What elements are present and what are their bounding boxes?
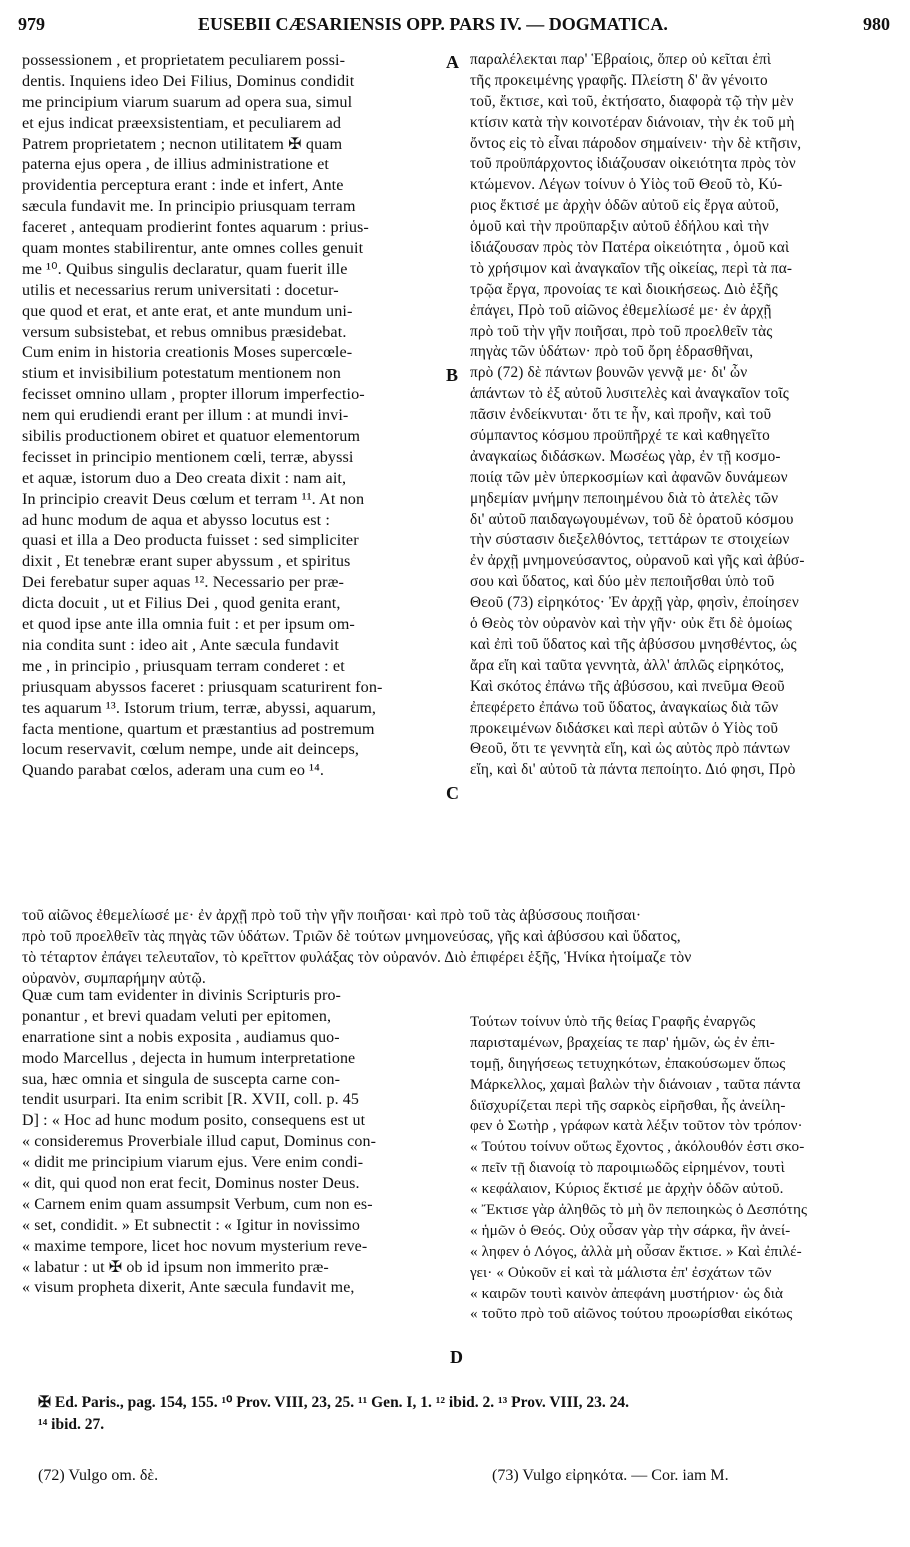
text-line: οὐρανὸν, συμπαρήμην αὐτῷ. xyxy=(22,969,206,987)
text-line: quasi et illa a Deo producta fuisset : sed simpliciter xyxy=(22,531,359,550)
text-line: sua, hæc omnia et singula de suscepta carne con- xyxy=(22,1070,341,1088)
text-line: φεν ὁ Σωτὴρ , γράφων κατὰ λέξιν τοῦτον τὸν τρόπον· xyxy=(470,1117,803,1135)
margin-letter-d: D xyxy=(450,1347,463,1367)
text-line: « ληφεν ὁ Λόγος, ἀλλὰ μὴ οὖσαν ἔκτισε. » Καὶ ἐπιλέ- xyxy=(470,1242,802,1260)
text-line: Καὶ σκότος ἐπάνω τῆς ἀβύσσου, καὶ πνεῦμα Θεοῦ xyxy=(470,677,785,695)
text-line: ad hunc modum de aqua et abysso locutus est : xyxy=(22,510,330,529)
text-line: σου καὶ ὕδατος, καὶ δύο μὲν πεποιῆσθαι ὑπὸ τοῦ xyxy=(470,573,775,591)
text-line: possessionem , et proprietatem peculiarem possi- xyxy=(22,51,346,69)
text-line: « labatur : ut ✠ ob id ipsum non immerito præ- xyxy=(22,1258,329,1276)
text-line: et aquæ, istorum duo a Deo creata dixit : nam ait, xyxy=(22,468,347,487)
text-line: διϊσχυρίζεται περὶ τῆς σαρκὸς εἰρῆσθαι, ἧς ἀνείλη- xyxy=(470,1096,786,1114)
text-line: ἐπεφέρετο ἐπάνω τοῦ ὕδατος, ἀναγκαίως διὰ τῶν xyxy=(470,698,779,716)
text-line: παραλέλεκται παρ' Ἑβραίοις, ὅπερ οὐ κεῖται ἐπὶ xyxy=(470,51,772,68)
text-line: « set, condidit. » Et subnectit : « Igitur in novissimo xyxy=(22,1216,360,1234)
text-line: et ejus indicat præexsistentiam, et peculiarem ad xyxy=(22,113,342,132)
text-line: τοῦ αἰῶνος ἐθεμελίωσέ με· ἐν ἀρχῇ πρὸ τοῦ τὴν γῆν ποιῆσαι· καὶ πρὸ τοῦ τὰς ἀβύσσους ποιῆσαι· xyxy=(22,907,642,924)
margin-letter-b: B xyxy=(446,365,459,385)
text-line: ὁμοῦ καὶ τὴν προϋπαρξιν αὐτοῦ ἐδήλου καὶ τὴν xyxy=(470,218,770,236)
text-line: τρῷα ἔργα, προνοίας τε καὶ διοικήσεως. Διὸ ἑξῆς xyxy=(470,280,778,298)
page-number-left: 979 xyxy=(18,14,45,34)
text-line: Patrem proprietatem ; necnon utilitatem ✠ quam xyxy=(22,134,343,153)
text-line: πρὸ (72) δὲ πάντων βουνῶν γεννᾷ με· δι' ὧν xyxy=(470,364,748,382)
text-line: κτίσιν κατὰ τὴν κοινοτέραν διάνοιαν, τὴν ἐκ τοῦ μὴ xyxy=(470,113,795,131)
text-line: et quod ipse ante illa omnia fuit : et per ipsum om- xyxy=(22,615,355,634)
text-line: ὄντος εἰς τὸ εἶναι πάροδον σημαίνειν· τὴν δὲ κτῆσιν, xyxy=(470,134,802,152)
text-line: πᾶσιν ἐνδείκνυται· ὅτι τε ἦν, καὶ προῆν, καὶ τοῦ xyxy=(470,406,772,424)
text-line: τὸ χρήσιμον καὶ ἀναγκαῖον τῆς οἰκείας, περὶ τὰ πα- xyxy=(470,259,793,277)
text-line: πηγὰς τῶν ὑδάτων· πρὸ τοῦ ὄρη ἑδρασθῆναι, xyxy=(470,343,754,361)
text-line: sibilis productionem obiret et quatuor elementorum xyxy=(22,427,361,446)
latin-column xyxy=(22,50,442,781)
text-line: me principium viarum suarum ad opera sua, simul xyxy=(22,92,353,111)
text-line: nem qui erudiendi erant per illum : at mundi invi- xyxy=(22,406,349,425)
text-line: paterna ejus opera , de illius administratione et xyxy=(22,155,329,174)
text-line: ἀναγκαίως διδάσκων. Μωσέως γὰρ, ἐν τῇ κοσμο- xyxy=(470,447,781,465)
text-line: « Carnem enim quam assumpsit Verbum, cum non es- xyxy=(22,1195,373,1213)
margin-letter-a: A xyxy=(446,52,459,72)
latin-column-2 xyxy=(22,986,442,1299)
text-line: tendit usurpari. Ita enim scribit [R. XVII, coll. p. 45 xyxy=(22,1091,359,1109)
text-line: τῆς προκειμένης γραφῆς. Πλείστη δ' ἂν γένοιτο xyxy=(470,71,768,89)
text-line: me , in principio , priusquam terram conderet : et xyxy=(22,656,345,675)
text-line: dixit , Et tenebræ erant super abyssum , et spiritus xyxy=(22,552,351,571)
text-line: προκειμένων διδάσκει καὶ περὶ αὐτῶν ὁ Υἱὸς τοῦ xyxy=(470,719,779,737)
footnotes-line-1: ✠ Ed. Paris., pag. 154, 155. ¹⁰ Prov. VIII, 23, 25. ¹¹ Gen. I, 1. ¹² ibid. 2. ¹³ Prov. VIII, 23. 24. xyxy=(38,1394,630,1411)
text-line: ponantur , et brevi quadam veluti per epitomen, xyxy=(22,1007,332,1025)
full-width-greek xyxy=(22,906,894,990)
greek-column xyxy=(470,50,895,781)
text-line: ἐν ἀρχῇ μνημονεύσαντος, οὐρανοῦ καὶ γῆς καὶ ἀβύσ- xyxy=(470,552,805,570)
text-line: providentia perceptura erant : inde et infert, Ante xyxy=(22,176,344,195)
text-line: πρὸ τοῦ προελθεῖν τὰς πηγὰς τῶν ὑδάτων. Τριῶν δὲ τούτων μνημονεύσας, γῆς καὶ ἀβύσσου καὶ ὕδατος, xyxy=(22,927,681,945)
text-line: fecisset omnino ullam , propter illorum imperfectio- xyxy=(22,385,365,404)
text-line: « Τούτου τοίνυν οὕτως ἔχοντος , ἀκόλουθόν ἐστι σκο- xyxy=(470,1138,805,1156)
text-line: « dit, qui quod non erat fecit, Dominus noster Deus. xyxy=(22,1175,360,1193)
text-line: ἐπάγει, Πρὸ τοῦ αἰῶνος ἐθεμελίωσέ με· ἐν ἀρχῇ xyxy=(470,301,772,319)
text-line: τοῦ προϋπάρχοντος ἰδιάζουσαν οἰκειότητα πρὸς τὸν xyxy=(470,155,796,173)
text-line: « κεφάλαιον, Κύριος ἔκτισέ με ἀρχὴν ὁδῶν αὐτοῦ. xyxy=(470,1180,784,1198)
text-line: que quod et erat, et ante erat, et ante mundum uni- xyxy=(22,301,353,320)
footnotes-line-2: ¹⁴ ibid. 27. xyxy=(38,1416,105,1433)
text-line: Cum enim in historia creationis Moses supercœle- xyxy=(22,343,353,362)
margin-letter-c: C xyxy=(446,783,459,803)
text-line: modo Marcellus , dejecta in humum interpretatione xyxy=(22,1049,356,1067)
text-line: παρισταμένων, βραχείας τε παρ' ἡμῶν, ὡς ἐν ἐπι- xyxy=(470,1033,775,1051)
text-line: ἁπάντων τὸ ἐξ αὐτοῦ λυσιτελὲς καὶ ἀναγκαῖον τοῖς xyxy=(470,385,789,403)
text-line: ἄρα εἴη καὶ ταῦτα γεννητὰ, ἀλλ' ἁπλῶς εἰρηκότος, xyxy=(470,656,785,674)
text-line: ἰδιάζουσαν πρὸς τὸν Πατέρα οἰκειότητα , ὁμοῦ καὶ xyxy=(470,239,790,257)
text-line: faceret , antequam prodierint fontes aquarum : prius- xyxy=(22,218,369,237)
greek-column-2 xyxy=(470,1012,895,1325)
text-line: « consideremus Proverbiale illud caput, Dominus con- xyxy=(22,1133,377,1151)
text-line: fecisset in principio mentionem cœli, terræ, abyssi xyxy=(22,447,354,466)
text-line: Dei ferebatur super aquas ¹². Necessario per præ- xyxy=(22,573,345,592)
text-line: δι' αὐτοῦ παιδαγωγουμένων, τοῦ δὲ ὁρατοῦ κόσμου xyxy=(470,510,794,528)
text-line: In principio creavit Deus cœlum et terram ¹¹. At non xyxy=(22,489,365,508)
text-line: priusquam abyssos faceret : priusquam scaturirent fon- xyxy=(22,677,383,696)
text-line: πρὸ τοῦ τὴν γῆν ποιῆσαι, πρὸ τοῦ προελθεῖν τὰς xyxy=(470,322,773,340)
running-title: EUSEBII CÆSARIENSIS OPP. PARS IV. — DOGMATICA. xyxy=(198,14,668,34)
variant-note-right: (73) Vulgo εἰρηκότα. — Cor. iam M. xyxy=(492,1467,729,1484)
text-line: « ἡμῶν ὁ Θεός. Οὐχ οὖσαν γὰρ τὴν σάρκα, ἣν ἀνεί- xyxy=(470,1221,791,1239)
text-line: τομῇ, διηγήσεως τετυχηκότων, ἐπακούσωμεν ὅπως xyxy=(470,1054,786,1072)
text-line: « Ἔκτισε γὰρ ἀληθῶς τὸ μὴ ὂν πεποιηκὼς ὁ Δεσπότης xyxy=(470,1201,808,1219)
text-line: γει· « Οὐκοῦν εἰ καὶ τὰ μάλιστα ἐπ' ἐσχάτων τῶν xyxy=(470,1263,772,1281)
text-line: ριος ἔκτισέ με ἀρχὴν ὁδῶν αὐτοῦ εἰς ἔργα αὐτοῦ, xyxy=(470,197,780,215)
text-line: versum subsistebat, et rebus omnibus præsidebat. xyxy=(22,322,347,341)
text-line: Θεοῦ, ὅτι τε γεννητὰ εἴη, καὶ ὡς αὐτὸς πρὸ πάντων xyxy=(470,740,791,758)
text-line: Μάρκελλος, χαμαὶ βαλὼν τὴν διάνοιαν , ταῦτα πάντα xyxy=(470,1075,801,1093)
text-line: « καιρῶν τουτὶ καινὸν ἀπεφάνη μυστήριον· ὡς διὰ xyxy=(470,1284,783,1302)
text-line: dicta docuit , ut et Filius Dei , quod genita erant, xyxy=(22,594,341,613)
text-line: sæcula fundavit me. In principio priusquam terram xyxy=(22,197,356,216)
running-header xyxy=(18,14,890,38)
text-line: τὴν σύστασιν διεξελθόντος, τεττάρων τε στοιχείων xyxy=(470,531,790,549)
text-line: Θεοῦ (73) εἰρηκότος· Ἐν ἀρχῇ γὰρ, φησὶν, ἐποίησεν xyxy=(470,594,799,612)
text-line: καὶ ἐπὶ τοῦ ὕδατος καὶ τῆς ἀβύσσου μνησθέντος, ὡς xyxy=(470,635,797,653)
text-line: dentis. Inquiens ideo Dei Filius, Dominus condidit xyxy=(22,71,355,90)
text-line: σύμπαντος κόσμου προϋπῆρχέ τε καὶ καθηγεῖτο xyxy=(470,427,770,445)
text-line: enarratione sint a nobis exposita , audiamus quo- xyxy=(22,1028,340,1046)
text-line: τὸ τέταρτον ἐπάγει τελευταῖον, τὸ κρεῖττον φυλάξας τὸν οὐρανόν. Διὸ ἐπιφέρει ἑξῆς, Ἡνίκα ἡτοίμαζε τὸν xyxy=(22,948,692,966)
text-line: nia condita sunt : ideo ait , Ante sæcula fundavit xyxy=(22,635,339,654)
variant-note-left: (72) Vulgo om. δὲ. xyxy=(38,1467,159,1484)
text-line: me ¹⁰. Quibus singulis declaratur, quam fuerit ille xyxy=(22,259,348,278)
text-line: locum reservavit, cœlum nempe, unde ait deinceps, xyxy=(22,740,360,759)
text-line: εἴη, καὶ δι' αὐτοῦ τὰ πάντα πεποίητο. Διό φησι, Πρὸ xyxy=(470,761,796,779)
text-line: utilis et necessarius rerum universitati : docetur- xyxy=(22,280,339,299)
text-line: quam montes stabilirentur, ante omnes colles genuit xyxy=(22,239,364,258)
text-line: tes aquarum ¹³. Istorum trium, terræ, abyssi, aquarum, xyxy=(22,698,377,717)
text-line: « visum propheta dixerit, Ante sæcula fundavit me, xyxy=(22,1279,355,1297)
text-line: « πεῖν τῇ διανοίᾳ τὸ παροιμιωδῶς εἰρημένον, τουτὶ xyxy=(470,1159,785,1177)
text-line: κτώμενον. Λέγων τοίνυν ὁ Υἱὸς τοῦ Θεοῦ τὸ, Κύ- xyxy=(470,176,783,194)
text-line: « didit me principium viarum ejus. Vere enim condi- xyxy=(22,1154,364,1172)
text-line: facta mentione, quartum et præstantius ad postremum xyxy=(22,719,375,738)
text-line: ὁ Θεὸς τὸν οὐρανὸν καὶ τὴν γῆν· οὐκ ἔτι δὲ ὁμοίως xyxy=(470,615,793,633)
text-line: stium et invisibilium potestatum mentionem non xyxy=(22,364,341,383)
text-line: Quando parabat cœlos, aderam una cum eo ¹⁴. xyxy=(22,761,325,780)
text-line: Τούτων τοίνυν ὑπὸ τῆς θείας Γραφῆς ἐναργῶς xyxy=(470,1013,756,1030)
page-number-right: 980 xyxy=(863,14,890,34)
text-line: « τοῦτο πρὸ τοῦ αἰῶνος τούτου προωρίσθαι εἰκότως xyxy=(470,1305,793,1323)
text-line: μηδεμίαν μνήμην πεποιημένου διὰ τὸ ἀτελὲς τῶν xyxy=(470,489,779,507)
text-line: « maxime tempore, licet hoc novum mysterium reve- xyxy=(22,1237,368,1255)
text-line: ποιίᾳ τῶν μὲν ὑπερκοσμίων καὶ ἀφανῶν δυνάμεων xyxy=(470,468,788,486)
text-line: D] : « Hoc ad hunc modum posito, consequens est ut xyxy=(22,1112,366,1130)
text-line: τοῦ, ἔκτισε, καὶ τοῦ, ἐκτήσατο, διαφορὰ τῷ τὴν μὲν xyxy=(470,92,794,110)
text-line: Quæ cum tam evidenter in divinis Scripturis pro- xyxy=(22,987,341,1004)
